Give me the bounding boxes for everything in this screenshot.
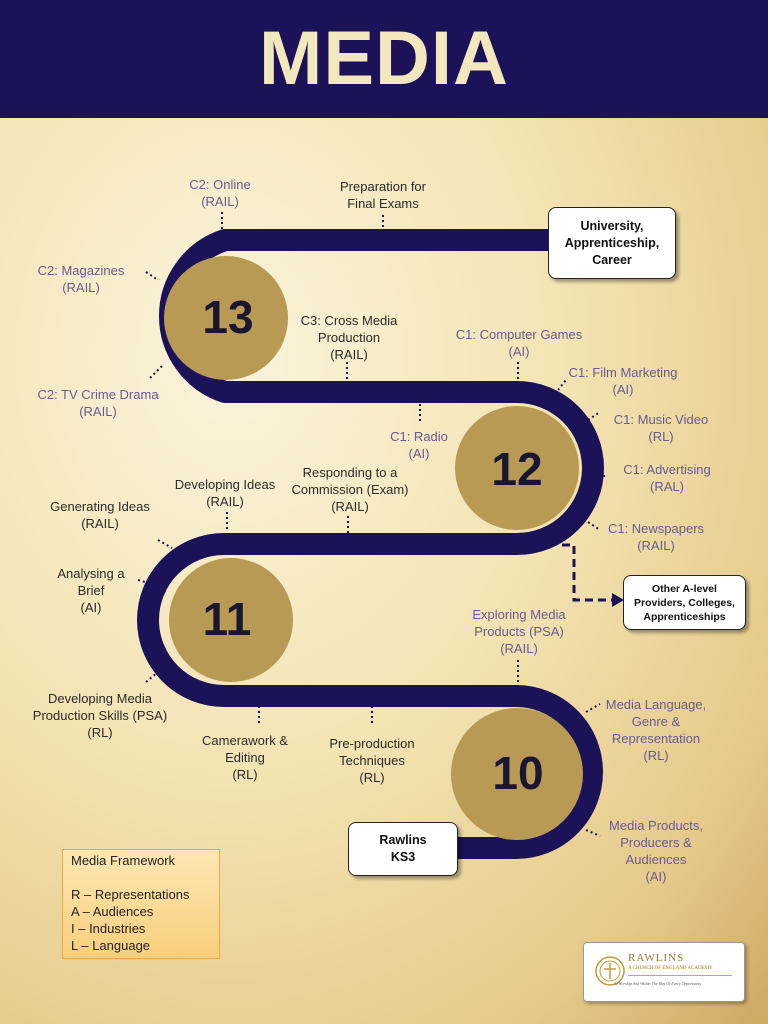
label-c1-radio: C1: Radio (AI) bbox=[390, 429, 448, 461]
label-c2-tv: C2: TV Crime Drama (RAIL) bbox=[37, 387, 159, 419]
label-camerawork: Camerawork & Editing (RL) bbox=[202, 733, 288, 782]
label-preproduction: Pre-production Techniques (RL) bbox=[329, 736, 415, 785]
logo-name: RAWLINS bbox=[628, 952, 685, 964]
label-c2-online: C2: Online (RAIL) bbox=[189, 177, 251, 209]
framework-item: L – Language bbox=[71, 938, 151, 953]
media-framework-key bbox=[62, 849, 220, 959]
label-media-language: Media Language, Genre & Representation (RL) bbox=[605, 697, 707, 763]
year-11-label: 11 bbox=[202, 593, 252, 645]
year-10-label: 10 bbox=[492, 747, 544, 799]
university-text: University, Apprenticeship, Career bbox=[564, 218, 660, 267]
year-12-label: 12 bbox=[491, 443, 543, 495]
other-providers-text: Other A-level Providers, Colleges, Apprenticeships bbox=[634, 582, 735, 623]
framework-item: R – Representations bbox=[71, 887, 190, 902]
label-analysing: Analysing a Brief (AI) bbox=[57, 566, 125, 615]
page-title: MEDIA bbox=[259, 16, 509, 101]
label-media-products: Media Products, Producers & Audiences (AI) bbox=[609, 818, 703, 884]
rawlins-ks3-text: Rawlins KS3 bbox=[379, 833, 427, 864]
label-c3-cross: C3: Cross Media Production (RAIL) bbox=[300, 313, 398, 362]
label-c1-newspapers: C1: Newspapers (RAIL) bbox=[607, 521, 705, 553]
logo-motto: At Worship And Within The Way Of Every Opportunity bbox=[614, 981, 702, 986]
label-responding: Responding to a Commission (Exam) (RAIL) bbox=[291, 465, 409, 514]
label-c1-computer: C1: Computer Games (AI) bbox=[455, 327, 583, 359]
label-c1-film: C1: Film Marketing (AI) bbox=[568, 365, 678, 397]
university-box bbox=[548, 207, 676, 279]
label-c1-music: C1: Music Video (RL) bbox=[613, 412, 709, 444]
year-13-label: 13 bbox=[202, 291, 254, 343]
rawlins-ks3-box bbox=[348, 822, 458, 876]
framework-item: I – Industries bbox=[71, 921, 146, 936]
label-c2-magazines: C2: Magazines (RAIL) bbox=[37, 263, 125, 295]
label-gen-ideas: Generating Ideas (RAIL) bbox=[50, 499, 150, 531]
logo-subtitle: A CHURCH OF ENGLAND ACADEMY bbox=[628, 966, 713, 971]
other-providers-box bbox=[623, 575, 746, 630]
framework-item: A – Audiences bbox=[71, 904, 154, 919]
rawlins-logo bbox=[583, 942, 745, 1002]
label-dev-skills: Developing Media Production Skills (PSA) (RL) bbox=[32, 691, 168, 740]
label-c1-advertising: C1: Advertising (RAL) bbox=[623, 462, 711, 494]
label-prep-final: Preparation for Final Exams bbox=[340, 179, 426, 211]
label-dev-ideas: Developing Ideas (RAIL) bbox=[174, 477, 276, 509]
label-exploring: Exploring Media Products (PSA) (RAIL) bbox=[472, 607, 566, 656]
framework-heading: Media Framework bbox=[71, 853, 176, 868]
